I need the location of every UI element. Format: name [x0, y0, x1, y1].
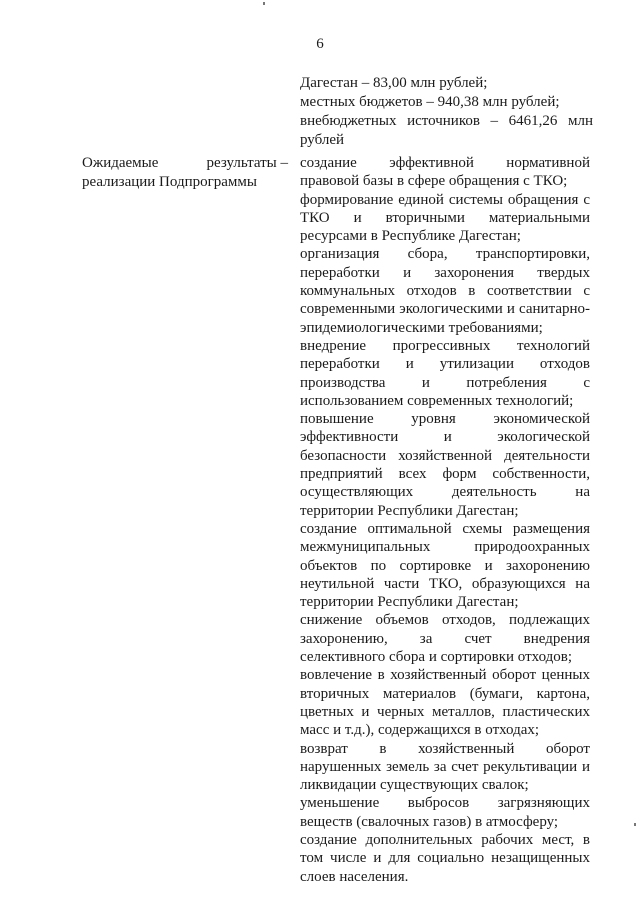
result-line: неутильной части ТКО, образующихся на — [300, 575, 590, 592]
result-line: вовлечение в хозяйственный оборот ценных — [300, 667, 590, 684]
result-line: селективного сбора и сортировки отходов; — [300, 649, 573, 666]
result-line: вторичных материалов (бумаги, картона, — [300, 685, 590, 702]
result-line: межмуниципальных природоохранных — [300, 539, 590, 556]
result-line: веществ (свалочных газов) в атмосферу; — [300, 813, 559, 830]
result-line: современными экологическими и санитарно- — [300, 301, 590, 318]
result-line: создание эффективной нормативной — [300, 155, 590, 171]
scan-artifact — [634, 823, 636, 826]
result-line: возврат в хозяйственный оборот — [300, 740, 590, 757]
result-line: ресурсами в Республике Дагестан; — [300, 228, 521, 245]
result-line: масс и т.д.), содержащихся в отходах; — [300, 722, 540, 739]
result-line: производства и потребления с — [300, 374, 590, 391]
result-line: цветных и черных металлов, пластических — [300, 703, 590, 720]
funding-line: Дагестан – 83,00 млн рублей; — [300, 75, 488, 91]
scan-artifact — [263, 2, 265, 5]
result-line: использованием современных технологий; — [300, 392, 574, 409]
result-line: правовой базы в сфере обращения с ТКО; — [300, 173, 568, 190]
funding-line: внебюджетных источников – 6461,26 млн — [300, 113, 593, 129]
result-line: территории Республики Дагестан; — [300, 502, 519, 519]
result-line: уменьшение выбросов загрязняющих — [300, 795, 590, 812]
result-line: создание оптимальной схемы размещения — [300, 520, 590, 537]
section-label-word: Ожидаемые — [82, 155, 159, 171]
result-line: эффективности и экологической — [300, 429, 590, 446]
expected-results-list — [300, 154, 590, 886]
result-line: объектов по сортировке и захоронению — [300, 557, 590, 574]
result-line: осуществляющих деятельность на — [300, 484, 590, 501]
result-line: территории Республики Дагестан; — [300, 594, 519, 611]
result-line: том числе и для социально незащищенных — [300, 850, 590, 867]
result-line: эпидемиологическими требованиями; — [300, 319, 543, 336]
result-line: нарушенных земель за счет рекультивации и — [300, 758, 590, 775]
result-line: снижение объемов отходов, подлежащих — [300, 612, 590, 629]
result-line: формирование единой системы обращения с — [300, 191, 590, 208]
section-label — [82, 154, 288, 192]
result-line: повышение уровня экономической — [300, 411, 590, 428]
section-label-line: реализации Подпрограммы — [82, 174, 257, 190]
section-label-word: результаты – — [206, 155, 288, 171]
result-line: переработки и утилизации отходов — [300, 356, 590, 373]
result-line: захоронению, за счет внедрения — [300, 630, 590, 647]
result-line: слоев населения. — [300, 868, 409, 885]
page-number: 6 — [316, 36, 324, 52]
section-label-row — [82, 154, 288, 173]
result-line: предприятий всех форм собственности, — [300, 466, 590, 483]
result-line: ликвидации существующих свалок; — [300, 777, 529, 794]
result-line: организация сбора, транспортировки, — [300, 246, 590, 263]
result-line: внедрение прогрессивных технологий — [300, 337, 590, 354]
funding-line: рублей — [300, 132, 345, 148]
result-line: переработки и захоронения твердых — [300, 264, 590, 281]
result-line: коммунальных отходов в соответствии с — [300, 283, 590, 300]
funding-sources — [300, 74, 593, 150]
result-line: безопасности хозяйственной деятельности — [300, 447, 590, 464]
funding-line: местных бюджетов – 940,38 млн рублей; — [300, 94, 560, 110]
result-line: создание дополнительных рабочих мест, в — [300, 831, 590, 848]
result-line: ТКО и вторичными материальными — [300, 209, 590, 226]
